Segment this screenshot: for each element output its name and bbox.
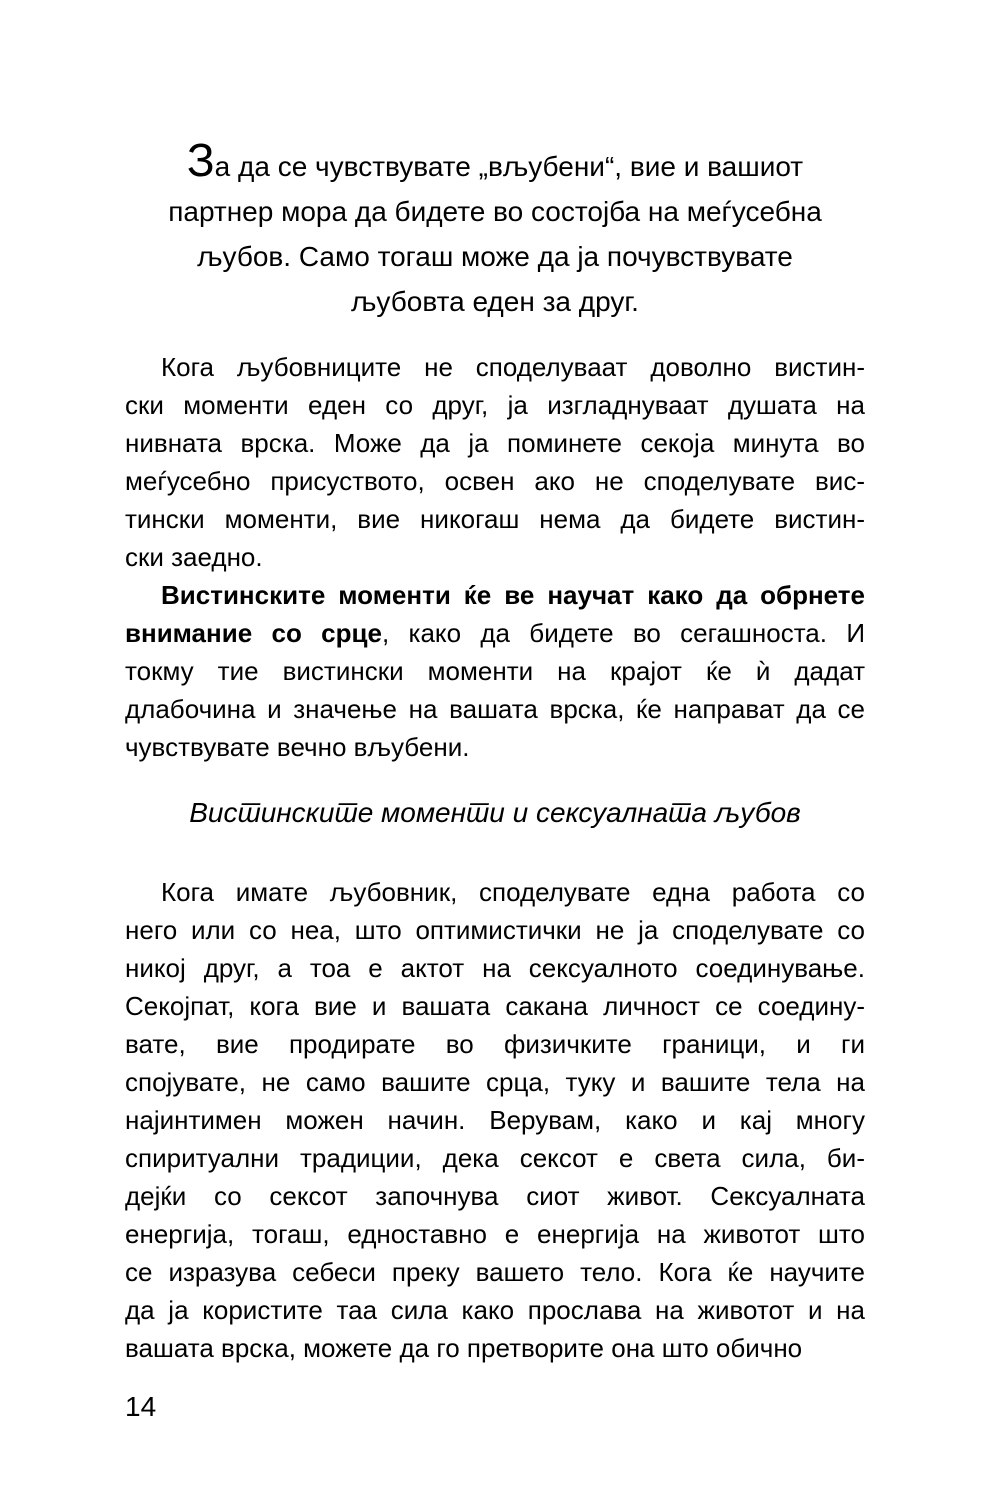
page-content xyxy=(125,134,866,1367)
epigraph-line xyxy=(125,279,865,324)
text-line xyxy=(125,576,865,614)
text-segment: енергија, тогаш, едноставно е енергија на животот што xyxy=(125,1219,865,1249)
text-segment: спиритуални традиции, дека сексот е света сила, би- xyxy=(125,1143,865,1173)
text-segment: , како да бидете во сегашноста. И xyxy=(381,618,866,648)
text-segment: длабочина и значење на вашата врска, ќе направат да се xyxy=(125,694,865,724)
text-line xyxy=(125,1063,865,1101)
text-segment: вате, вие продирате во физичките граници, и ги xyxy=(125,1029,865,1059)
text-segment: никој друг, а тоа е актот на сексуалното соединување. xyxy=(125,953,865,983)
text-segment: љубов. Само тогаш може да ја почувствувате xyxy=(197,241,793,272)
text-line xyxy=(125,949,865,987)
text-line xyxy=(125,1215,865,1253)
text-line xyxy=(125,987,865,1025)
paragraph xyxy=(125,873,865,1367)
text-line xyxy=(125,652,865,690)
text-segment: се изразува себеси преку вашето тело. Кога ќе научите xyxy=(125,1257,865,1287)
text-line xyxy=(125,1177,865,1215)
text-line xyxy=(125,690,865,728)
text-segment: чувствувате вечно вљубени. xyxy=(125,732,470,762)
text-segment: него или со неа, што оптимистички не ја споделувате со xyxy=(125,915,865,945)
text-line xyxy=(125,614,865,652)
text-segment: тински моменти, вие никогаш нема да бидете вистин- xyxy=(125,504,865,534)
text-segment: најинтимен можен начин. Верувам, како и кај многу xyxy=(125,1105,865,1135)
paragraph xyxy=(125,576,865,766)
text-segment: Кога љубовниците не споделуваат доволно вистин- xyxy=(161,352,865,382)
text-line xyxy=(125,500,865,538)
text-segment: токму тие вистински моменти на крајот ќе ѝ дадат xyxy=(125,656,865,686)
epigraph-line xyxy=(125,189,865,234)
text-line xyxy=(125,1025,865,1063)
bold-text: Вистинските моменти ќе ве научат како да обрнете xyxy=(161,580,865,610)
text-segment: Кога имате љубовник, споделувате една работа со xyxy=(161,877,865,907)
text-segment: меѓусебно присуството, освен ако не споделувате вис- xyxy=(125,466,865,496)
text-line xyxy=(125,911,865,949)
text-line xyxy=(125,386,865,424)
text-segment: ски заедно. xyxy=(125,542,263,572)
text-segment: дејќи со сексот започнува сиот живот. Сексуалната xyxy=(125,1181,865,1211)
text-segment: нивната врска. Може да ја поминете секоја минута во xyxy=(125,428,865,458)
page-number: 14 xyxy=(125,1391,157,1422)
epigraph-line xyxy=(125,134,865,189)
text-line xyxy=(125,538,865,576)
text-segment: Секојпат, кога вие и вашата сакана личност се соедину- xyxy=(125,991,865,1021)
section-heading: Вистинските моменти и сексуалната љубов xyxy=(189,797,801,828)
text-segment: а да се чувствувате „вљубени“, вие и вашиот xyxy=(214,151,804,182)
text-line xyxy=(125,1291,865,1329)
text-segment: ски моменти еден со друг, ја изгладнуваат душата на xyxy=(125,390,865,420)
text-line xyxy=(125,462,865,500)
initial-letter: З xyxy=(186,134,215,186)
text-segment: љубовта еден за друг. xyxy=(351,286,639,317)
epigraph-line xyxy=(125,234,865,279)
text-line xyxy=(125,348,865,386)
text-line xyxy=(125,1139,865,1177)
text-line xyxy=(125,873,865,911)
paragraph xyxy=(125,348,865,576)
text-line xyxy=(125,1329,865,1367)
text-line xyxy=(125,1253,865,1291)
epigraph xyxy=(125,134,865,324)
text-line xyxy=(125,424,865,462)
bold-text: внимание со срце xyxy=(125,618,382,648)
text-line xyxy=(125,1101,865,1139)
text-segment: вашата врска, можете да го претворите она што обично xyxy=(125,1333,803,1363)
text-segment: спојувате, не само вашите срца, туку и вашите тела на xyxy=(125,1067,865,1097)
text-segment: да ја користите таа сила како прослава на животот и на xyxy=(125,1295,865,1325)
text-segment: партнер мора да бидете во состојба на меѓусебна xyxy=(168,196,822,227)
text-line xyxy=(125,728,865,766)
